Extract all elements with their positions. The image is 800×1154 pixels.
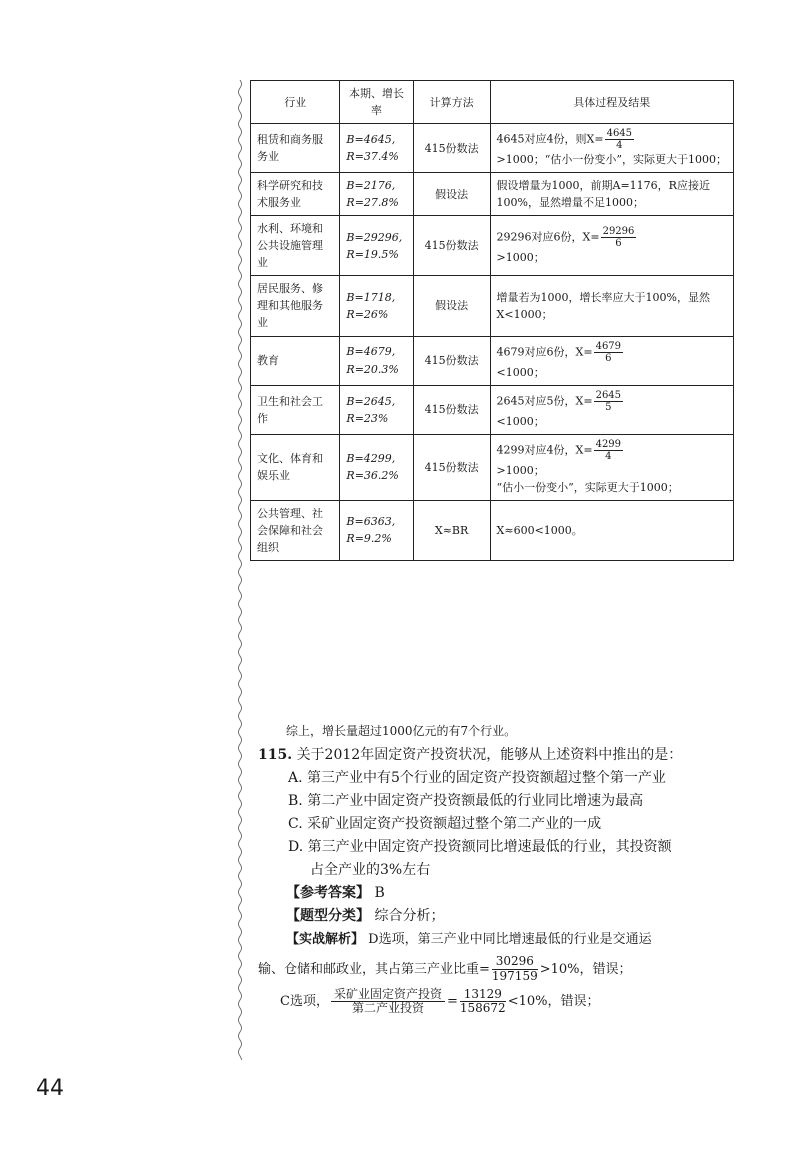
result-text: X≈600<1000。 [496,523,583,537]
analysis-line-3-tail: <10%，错误； [507,994,600,1010]
result-fraction [594,439,623,462]
growth-cell [340,336,413,385]
method-cell: 415份数法 [413,336,490,385]
base-value: B=6363, [346,515,396,529]
answer-value: B [374,885,385,901]
table-row [251,434,734,500]
equals-sign: = [446,994,458,1010]
growth-rate: R=26% [346,307,389,321]
result-conclusion: <1000； [496,365,545,379]
result-fraction [594,341,623,364]
base-value: B=2176, [346,179,396,193]
table-row [251,385,734,434]
result-note: “估小一份变小”，实际更大于1000； [496,480,679,494]
analysis-line-2-text: 输、仓储和邮政业，其占第三产业比重= [258,961,490,977]
method-cell: 415份数法 [413,385,490,434]
result-cell [490,124,733,173]
fraction-mining-ratio-words [331,988,445,1017]
method-cell: 415份数法 [413,434,490,500]
method-cell: 假设法 [413,276,490,336]
method-cell: 假设法 [413,173,490,216]
result-fraction [601,226,637,249]
fraction-denominator: 197159 [491,968,538,983]
type-value: 综合分析； [374,908,445,924]
table-row [251,216,734,276]
table-row [251,124,734,173]
result-cell [490,216,733,276]
result-cell [490,500,733,560]
fraction-denominator: 6 [605,352,612,364]
analysis-line-2-tail: >10%，错误； [539,961,632,977]
industry-cell: 科学研究和技术服务业 [251,173,340,216]
question-block [258,744,758,1016]
growth-rate: R=23% [346,411,389,425]
growth-rate: R=20.3% [346,362,399,376]
result-cell [490,173,733,216]
option-a: A. 第三产业中有5个行业的固定资产投资额超过整个第一产业 [288,770,666,786]
question-number: 115. [258,747,293,763]
col-header-industry: 行业 [251,81,340,124]
fraction-denominator: 4 [605,450,612,462]
option-d-continuation: 占全产业的3%左右 [310,862,431,878]
fraction-numerator: 4299 [595,438,622,450]
fraction-denominator: 5 [605,401,612,413]
result-conclusion: >1000；“估小一份变小”，实际更大于1000； [496,153,727,167]
col-header-method: 计算方法 [413,81,490,124]
result-text: 2645对应5份，X= [496,394,593,408]
base-value: B=4645, [346,133,396,147]
table-header-row [251,81,734,124]
table-row [251,336,734,385]
base-value: B=1718, [346,290,396,304]
base-value: B=2645, [346,394,396,408]
growth-rate: R=9.2% [346,532,392,546]
fraction-numerator: 采矿业固定资产投资 [331,988,445,1003]
industry-cell: 公共管理、社会保障和社会组织 [251,500,340,560]
result-text: 4679对应6份，X= [496,345,593,359]
method-cell: X≈BR [413,500,490,560]
result-conclusion: >1000； [496,250,545,264]
fraction-denominator: 6 [615,237,622,249]
col-header-result: 具体过程及结果 [490,81,733,124]
result-text: 增量若为1000，增长率应大于100%，显然X<1000； [496,290,710,321]
fraction-share [492,955,538,984]
industry-cell: 教育 [251,336,340,385]
result-cell [490,276,733,336]
result-text: 假设增量为1000，前期A=1176，R应接近100%，显然增量不足1000； [496,179,710,210]
result-text: 4299对应4份，X= [496,443,593,457]
binding-edge-decoration [236,80,244,1060]
result-cell [490,385,733,434]
growth-cell [340,216,413,276]
growth-cell [340,173,413,216]
col-header-growth: 本期、增长率 [340,81,413,124]
question-stem: 关于2012年固定资产投资状况，能够从上述资料中推出的是： [296,747,683,763]
method-cell: 415份数法 [413,124,490,173]
method-cell: 415份数法 [413,216,490,276]
analysis-label: 【实战解析】 [286,932,365,947]
table-row [251,500,734,560]
fraction-numerator: 4645 [606,128,633,140]
fraction-denominator: 4 [616,140,623,152]
fraction-denominator: 第二产业投资 [351,1001,424,1016]
fraction-numerator: 13129 [460,988,506,1003]
result-text: 4645对应4份，则X= [496,132,604,146]
analysis-line-3-text: C选项， [280,994,329,1010]
growth-rate: R=27.8% [346,196,399,210]
result-cell [490,434,733,500]
growth-rate: R=37.4% [346,150,399,164]
result-fraction [605,128,634,151]
growth-cell [340,385,413,434]
option-c: C. 采矿业固定资产投资额超过整个第二产业的一成 [288,816,602,832]
industry-table [250,80,734,561]
fraction-numerator: 30296 [492,955,538,970]
table-row [251,276,734,336]
result-text: 29296对应6份，X= [496,230,600,244]
analysis-line-2 [258,955,758,984]
page-number: 44 [36,1076,64,1101]
base-value: B=4299, [346,452,396,466]
result-cell [490,336,733,385]
type-label: 【题型分类】 [286,908,370,924]
fraction-numerator: 4679 [595,340,622,352]
growth-rate: R=36.2% [346,469,399,483]
base-value: B=29296, [346,230,403,244]
industry-cell: 文化、体育和娱乐业 [251,434,340,500]
result-conclusion: <1000； [496,414,545,428]
industry-cell: 租赁和商务服务业 [251,124,340,173]
option-b: B. 第二产业中固定资产投资额最低的行业同比增速为最高 [288,793,644,809]
growth-rate: R=19.5% [346,247,399,261]
result-fraction [594,390,623,413]
base-value: B=4679, [346,345,396,359]
summary-line: 综上，增长量超过1000亿元的有7个行业。 [286,724,517,738]
growth-cell [340,500,413,560]
table-row [251,173,734,216]
growth-cell [340,124,413,173]
industry-cell: 居民服务、修理和其他服务业 [251,276,340,336]
growth-cell [340,434,413,500]
industry-cell: 水利、环境和公共设施管理业 [251,216,340,276]
answer-label: 【参考答案】 [286,885,370,901]
option-d: D. 第三产业中固定资产投资额同比增速最低的行业，其投资额 [288,839,672,855]
analysis-line-3 [280,988,758,1017]
fraction-denominator: 158672 [459,1001,506,1016]
growth-cell [340,276,413,336]
fraction-numerator: 2645 [595,389,622,401]
fraction-mining-ratio-values [460,988,506,1017]
result-conclusion: >1000； [496,463,545,477]
analysis-line-1: D选项，第三产业中同比增速最低的行业是交通运 [368,932,652,947]
fraction-numerator: 29296 [602,225,635,237]
industry-cell: 卫生和社会工作 [251,385,340,434]
